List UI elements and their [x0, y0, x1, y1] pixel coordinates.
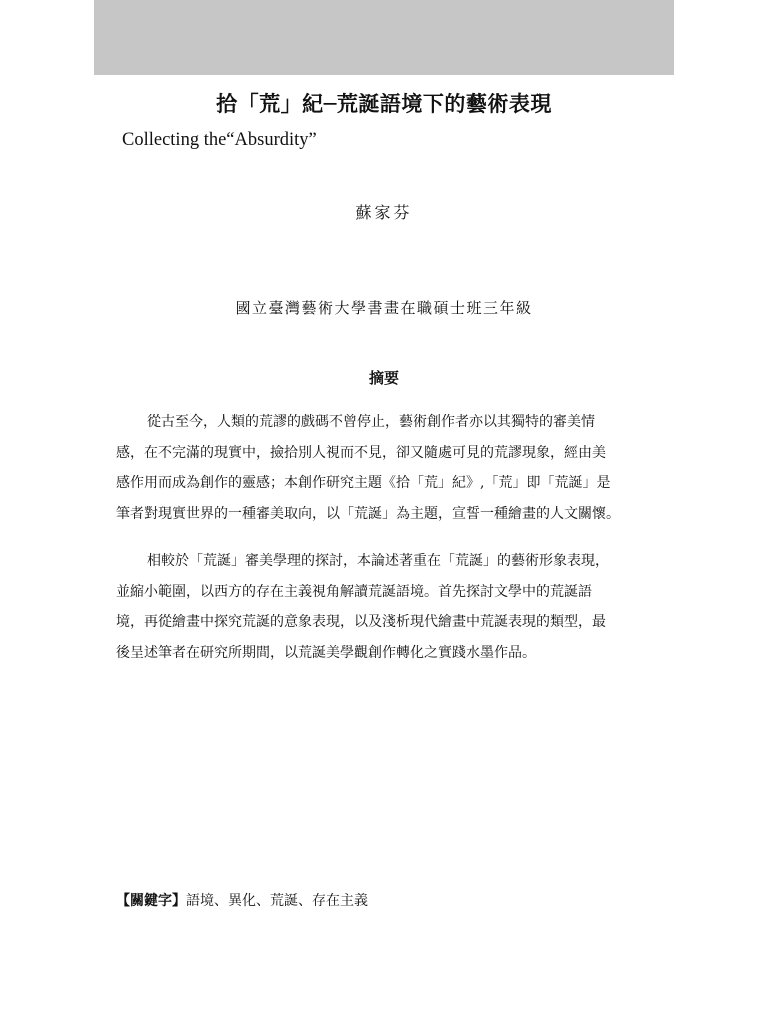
paragraph-line: 相較於「荒誕」審美學理的探討，本論述著重在「荒誕」的藝術形象表現，: [147, 553, 609, 569]
paragraph-line: 並縮小範圍，以西方的存在主義視角解讀荒誕語境。首先探討文學中的荒誕語: [116, 583, 592, 600]
paragraph-line: 後呈述筆者在研究所期間，以荒誕美學觀創作轉化之實踐水墨作品。: [116, 644, 536, 661]
page-header-band: [94, 0, 674, 75]
keywords-line: [116, 890, 368, 910]
abstract-paragraph-2: [116, 546, 656, 668]
paper-title: 拾「荒」紀─荒誕語境下的藝術表現: [216, 92, 552, 116]
author-affiliation: 國立臺灣藝術大學書畫在職碩士班三年級: [235, 299, 533, 317]
abstract-heading: 摘要: [368, 369, 399, 387]
paragraph-line: 境，再從繪畫中探究荒誕的意象表現，以及淺析現代繪畫中荒誕表現的類型，最: [116, 614, 606, 630]
paragraph-line: 從古至今，人類的荒謬的戲碼不曾停止，藝術創作者亦以其獨特的審美情: [147, 414, 595, 430]
author-name: 蘇家芬: [355, 203, 413, 222]
keywords-text: 語境、異化、荒誕、存在主義: [186, 893, 368, 909]
paragraph-line: 感作用而成為創作的靈感；本創作研究主題《拾「荒」紀》,「荒」即「荒誕」是: [116, 475, 611, 491]
abstract-paragraph-1: [116, 407, 656, 529]
keywords-label: 【關鍵字】: [116, 893, 186, 909]
english-subtitle: Collecting the“Absurdity”: [122, 130, 317, 150]
paragraph-line: 感，在不完滿的現實中，撿拾別人視而不見，卻又隨處可見的荒謬現象，經由美: [116, 444, 606, 461]
paragraph-line: 筆者對現實世界的一種審美取向，以「荒誕」為主題，宣誓一種繪畫的人文關懷。: [116, 505, 620, 522]
